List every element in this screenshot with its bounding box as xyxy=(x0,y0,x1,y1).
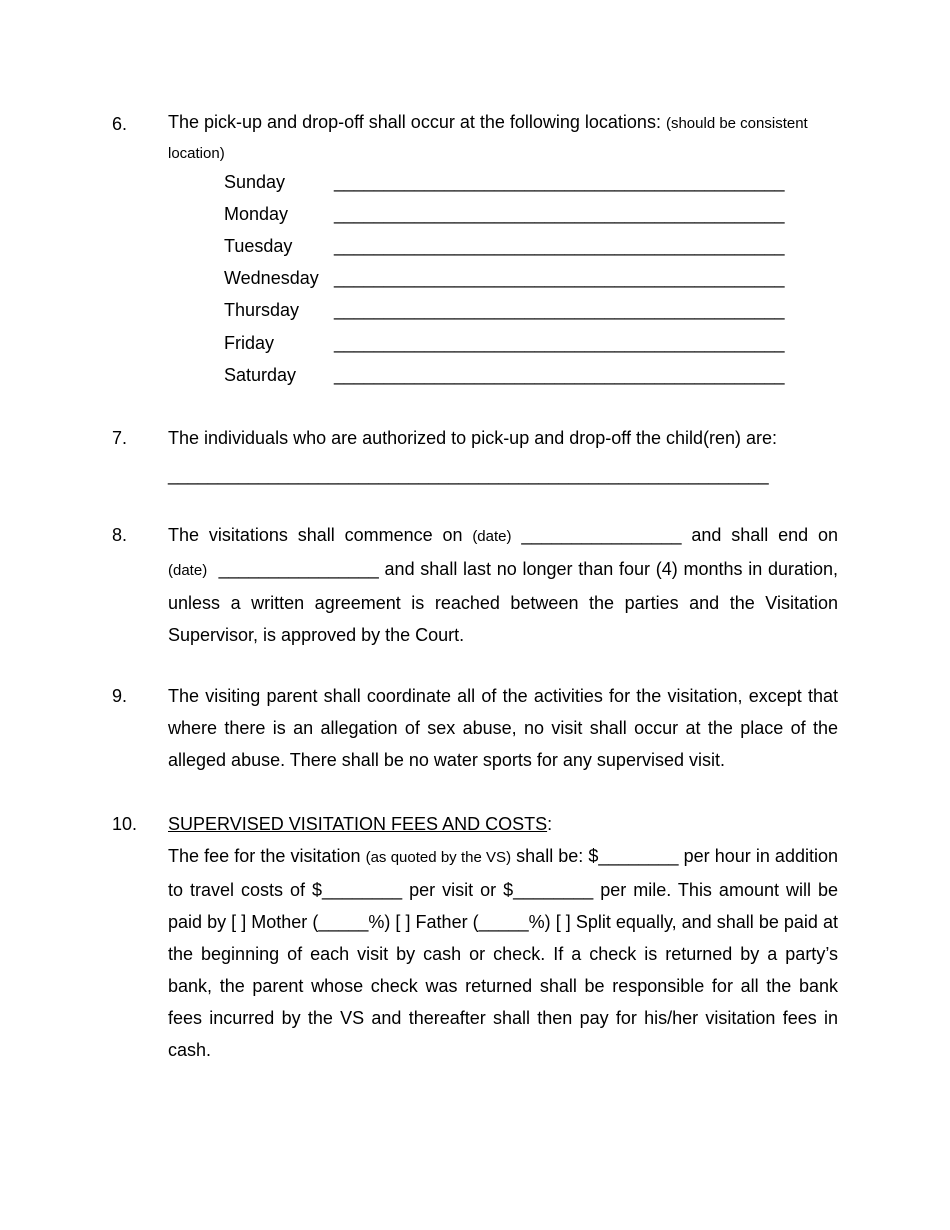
section-8-number: 8. xyxy=(112,525,128,545)
day-row-friday xyxy=(224,327,838,359)
section-7-text: The individuals who are authorized to pick-up and drop-off the child(ren) are: xyxy=(168,428,778,448)
day-row-monday xyxy=(224,198,838,230)
day-location-blank: _____________________________________________ xyxy=(334,365,785,385)
day-location-blank: _____________________________________________ xyxy=(334,268,785,288)
section-9-text: The visiting parent shall coordinate all of the activities for the visitation, except that where there is an allegation of sex abuse, no visit shall occur at the place of the alleged abuse. There shall be no water sports for any supervised visit. xyxy=(168,686,838,770)
section-8-part-1: The visitations shall commence on xyxy=(168,525,463,545)
day-location-blank: _____________________________________________ xyxy=(334,236,785,256)
section-9-number: 9. xyxy=(112,686,128,706)
section-6-note-1: (should be consistent xyxy=(665,115,808,132)
section-8-text xyxy=(168,519,838,651)
section-10-part-1: The fee for the visitation xyxy=(168,846,361,866)
day-location-blank: _____________________________________________ xyxy=(334,204,785,224)
section-8-part-2: and shall end on xyxy=(691,525,838,545)
section-6-number: 6. xyxy=(112,114,128,134)
date-blank-1: ________________ xyxy=(521,525,682,545)
section-7-number: 7. xyxy=(112,428,128,448)
section-10-number: 10. xyxy=(112,814,138,834)
section-10-part-2: shall be: $________ per hour in addition to travel costs of $________ per visit or $________ per mile. This amount will be paid by [ ] Mother (_____%) [ ] Father (_____%) [ ] Split equally, and shall be paid at the beginning of each visit by cash or check. If a check is returned by a party’s bank, the parent whose check was returned shall be responsible for all the bank fees incurred by the VS and thereafter shall then pay for his/her visitation fees in cash. xyxy=(168,846,838,1060)
section-10-quoted-note: (as quoted by the VS) xyxy=(365,849,512,866)
section-10-heading-colon: : xyxy=(547,814,553,834)
day-row-saturday xyxy=(224,359,838,391)
day-location-blank: _____________________________________________ xyxy=(334,172,785,192)
section-6-main-text: The pick-up and drop-off shall occur at the following locations: xyxy=(168,112,661,132)
day-label: Friday xyxy=(224,333,275,353)
day-row-thursday xyxy=(224,294,838,326)
date-label-1: (date) xyxy=(472,528,512,545)
day-label: Saturday xyxy=(224,365,297,385)
day-row-tuesday xyxy=(224,230,838,262)
section-6-note-2: location) xyxy=(168,145,225,162)
day-label: Tuesday xyxy=(224,236,293,256)
section-10-text xyxy=(168,808,838,1066)
section-10-heading: SUPERVISED VISITATION FEES AND COSTS xyxy=(168,814,548,834)
day-location-blank: _____________________________________________ xyxy=(334,300,785,320)
day-location-blank: _____________________________________________ xyxy=(334,333,785,353)
day-row-wednesday xyxy=(224,262,838,294)
day-label: Thursday xyxy=(224,300,300,320)
day-row-sunday xyxy=(224,166,838,198)
day-label: Wednesday xyxy=(224,268,319,288)
day-label: Sunday xyxy=(224,172,286,192)
section-6-text xyxy=(168,108,838,168)
day-label: Monday xyxy=(224,204,289,224)
date-label-2: (date) xyxy=(168,562,208,579)
date-blank-2: ________________ xyxy=(218,559,379,579)
section-7-blank-line: ____________________________________________________________ xyxy=(168,465,769,485)
section-8-part-3: and shall last no longer than four (4) months in duration, unless a written agreement is reached between the parties and the Visitation Supervisor, is approved by the Court. xyxy=(168,559,838,645)
